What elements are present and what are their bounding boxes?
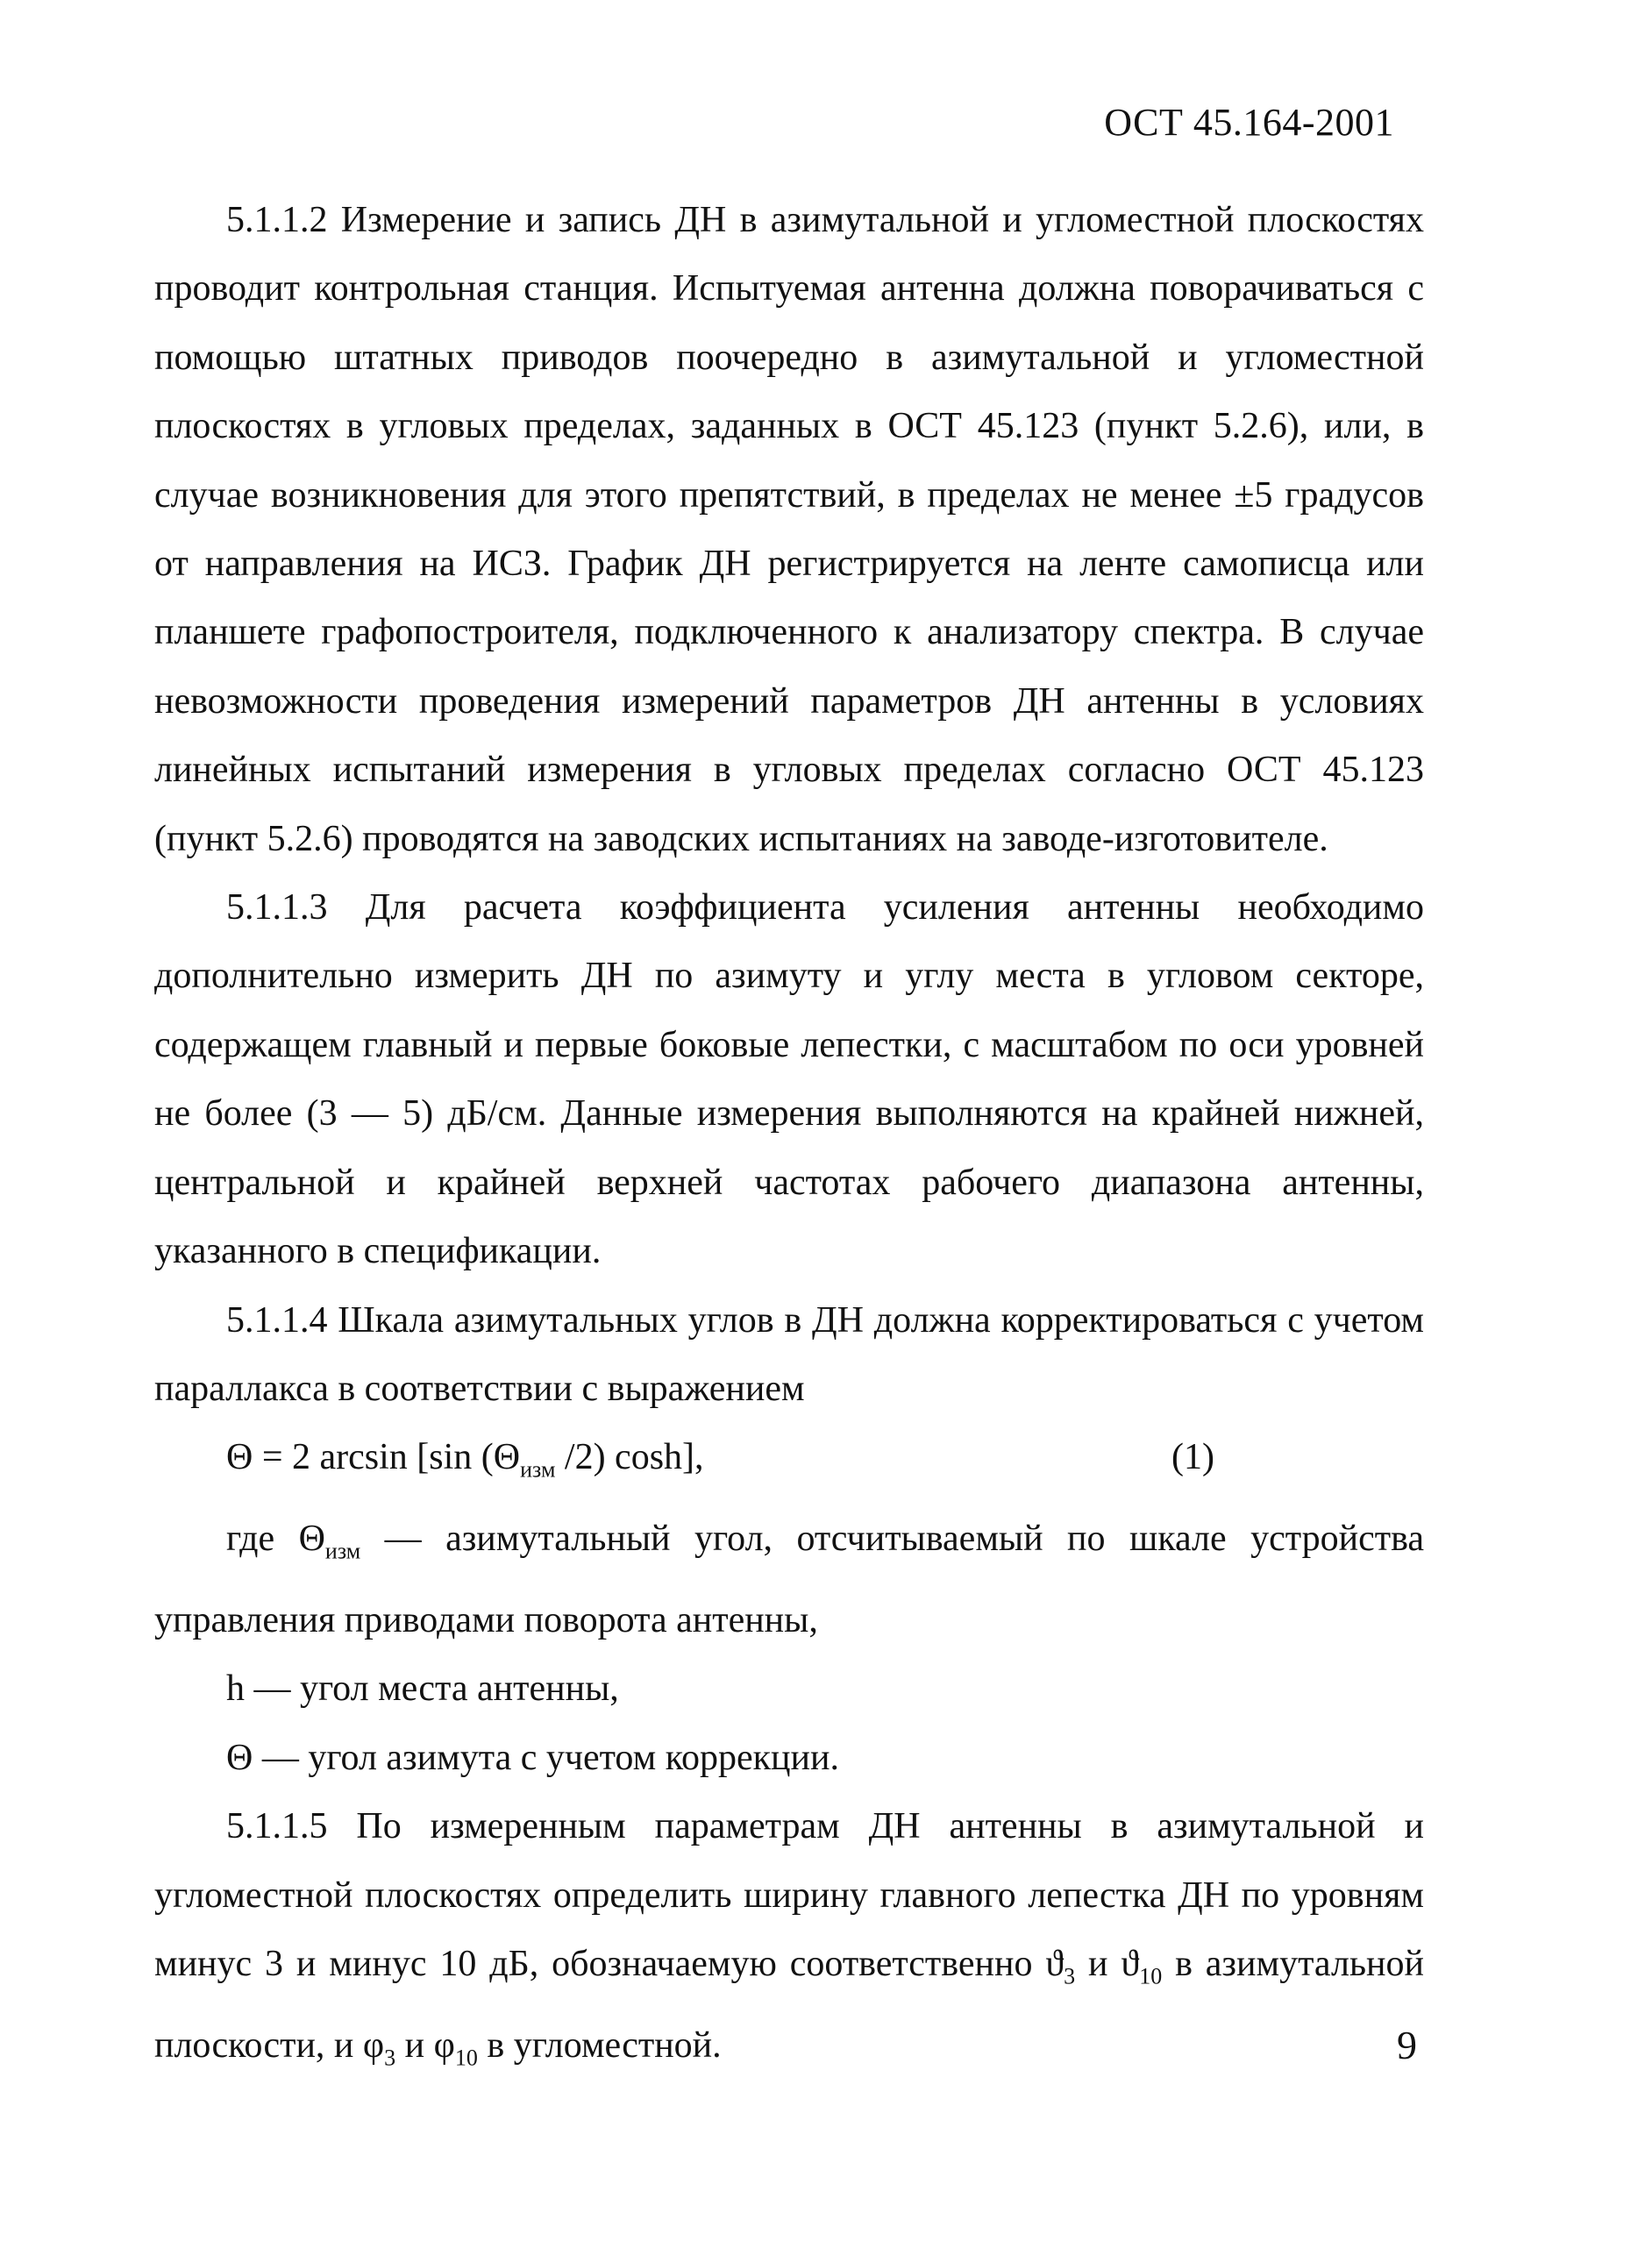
formula-rhs: /2) cosh], [555,1437,704,1478]
p5-sub-2: 10 [1139,1963,1163,1989]
formula-lhs: Θ = 2 arcsin [sin (Θ [226,1437,521,1478]
formula-subscript: изм [520,1456,556,1483]
page-number: 9 [1397,2023,1417,2067]
p5-text-a: 5.1.1.5 По измеренным параметрам ДН антенны в азимутальной и угломестной плоскостях определить ширину главного лепестка ДН по уровням минус 3 и минус 10 дБ, обозначаемую соответственно ϑ [154,1806,1424,1984]
p5-text-c: в азимутальной плоскости, и φ [154,1943,1425,2066]
p5-sub-4: 10 [454,2045,478,2071]
where-clause-1 [154,1505,1424,1654]
document-code: ОСТ 45.164-2001 [1104,101,1394,144]
p5-sub-3: 3 [384,2045,396,2071]
p5-text-d: и φ [395,2024,455,2066]
where-1-text: — азимутальный угол, отсчитываемый по шкале устройства управления приводами поворота антенны, [154,1519,1424,1640]
paragraph-5-1-1-5 [154,1792,1424,2092]
where-1-prefix: где Θ [226,1519,325,1560]
where-clause-3: Θ — угол азимута с учетом коррекции. [226,1737,839,1778]
paragraph-5-1-1-4: 5.1.1.4 Шкала азимутальных углов в ДН должна корректироваться с учетом параллакса в соответствии с выражением [154,1299,1424,1409]
where-clause-2: h — угол места антенны, [226,1668,619,1710]
formula-1 [154,1423,1424,1505]
paragraph-5-1-1-2: 5.1.1.2 Измерение и запись ДН в азимутальной и угломестной плоскостях проводит контрольная станция. Испытуемая антенна должна поворачиваться с помощью штатных приводов поочередно в азимутальной и угломестной плоскостях в угловых пределах, заданных в ОСТ 45.123 (пункт 5.2.6), или, в случае возникновения для этого препятствий, в пределах не менее ±5 градусов от направления на ИСЗ. График ДН регистрируется на ленте самописца или планшете графопостроителя, подключенного к анализатору спектра. В случае невозможности проведения измерений параметров ДН антенны в условиях линейных испытаний измерения в угловых пределах согласно ОСТ 45.123 (пункт 5.2.6) проводятся на заводских испытаниях на заводе-изготовителе. [154,200,1424,859]
paragraph-5-1-1-3: 5.1.1.3 Для расчета коэффициента усиления антенны необходимо дополнительно измерить ДН по азимуту и углу места в угловом секторе, содержащем главный и первые боковые лепестки, с масштабом по оси уровней не более (3 — 5) дБ/см. Данные измерения выполняются на крайней нижней, центральной и крайней верхней частотах рабочего диапазона антенны, указанного в спецификации. [154,887,1424,1272]
p5-sub-1: 3 [1064,1963,1076,1989]
p5-text-b: и ϑ [1075,1943,1140,1984]
formula-number: (1) [1171,1437,1214,1478]
p5-text-e: в угломестной. [477,2024,722,2066]
document-body [154,186,1424,2093]
where-1-subscript: изм [324,1538,361,1564]
